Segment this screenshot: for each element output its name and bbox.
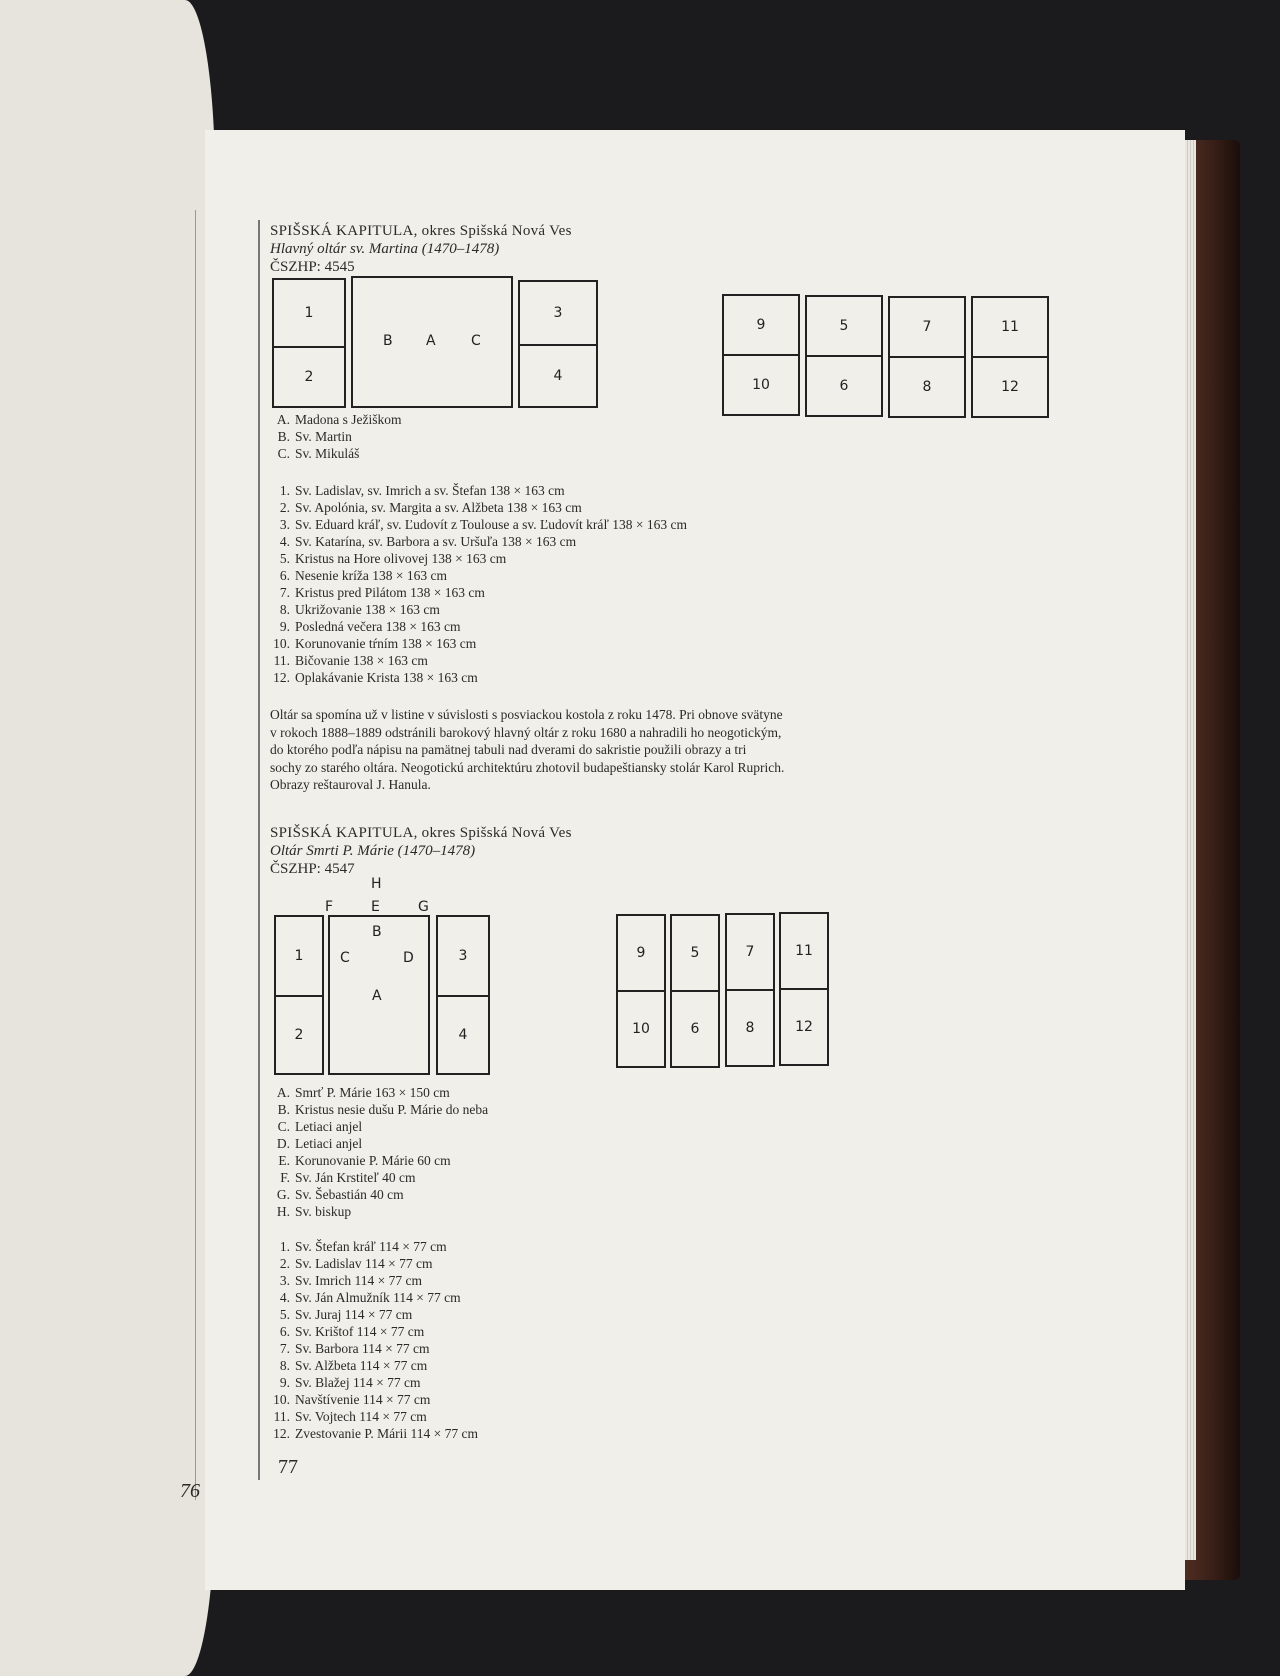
label-A: A [426,333,436,349]
wing-panel-11: 11 [779,912,829,990]
label-F: F [325,899,334,915]
list-item: F. Sv. Ján Krstiteľ 40 cm [280,1170,416,1185]
list-item: A. Madona s Ježiškom [276,412,402,427]
list-item: 8. Sv. Alžbeta 114 × 77 cm [279,1358,428,1373]
list-item: B. Kristus nesie dušu P. Márie do neba [277,1102,489,1117]
list-item: B. Sv. Martin [277,429,352,444]
list-item: 2. Sv. Ladislav 114 × 77 cm [279,1256,433,1271]
label-C: C [340,950,350,966]
label-D: D [403,950,414,966]
panel-1: 1 [272,278,346,348]
list-item: 10. Korunovanie tŕním 138 × 163 cm [273,636,477,651]
list-item: 5. Sv. Juraj 114 × 77 cm [279,1307,413,1322]
section2-letter-list [270,1084,1030,1220]
list-item: 9. Posledná večera 138 × 163 cm [279,619,461,634]
label-C: C [471,333,481,349]
list-item: 1. Sv. Ladislav, sv. Imrich a sv. Štefan 138 × 163 cm [279,483,565,498]
panel-4: 4 [436,995,490,1075]
list-item: C. Sv. Mikuláš [277,446,360,461]
left-page [0,0,215,1676]
list-item: 11. Bičovanie 138 × 163 cm [273,653,428,668]
list-item: 10. Navštívenie 114 × 77 cm [273,1392,431,1407]
list-item: 6. Nesenie kríža 138 × 163 cm [279,568,447,583]
section2-header [270,824,1030,878]
wing-panel-10: 10 [722,354,800,416]
wing-panel-12: 12 [779,988,829,1066]
list-item: 12. Oplakávanie Krista 138 × 163 cm [273,670,478,685]
list-item: 4. Sv. Katarína, sv. Barbora a sv. Uršuľa 138 × 163 cm [279,534,577,549]
label-G: G [418,899,429,915]
list-item: 6. Sv. Krištof 114 × 77 cm [279,1324,425,1339]
panel-3: 3 [518,280,598,346]
list-item: 12. Zvestovanie P. Márii 114 × 77 cm [273,1426,478,1441]
wing-panel-6: 6 [670,990,720,1068]
section1-letter-list [270,411,1030,462]
left-page-number: 76 [180,1480,200,1502]
list-item: 2. Sv. Apolónia, sv. Margita a sv. Alžbeta 138 × 163 cm [279,500,582,515]
list-item: 4. Sv. Ján Almužník 114 × 77 cm [279,1290,461,1305]
section1-header [270,222,1030,276]
wing-panel-7: 7 [725,913,775,991]
page-number: 77 [278,1456,298,1478]
list-item: C. Letiaci anjel [277,1119,363,1134]
wing-panel-5: 5 [805,295,883,357]
panel-1: 1 [274,915,324,997]
wing-panel-11: 11 [971,296,1049,358]
panel-2: 2 [274,995,324,1075]
list-item: 7. Kristus pred Pilátom 138 × 163 cm [279,585,485,600]
panel-4: 4 [518,344,598,408]
label-H: H [371,876,382,892]
wing-panel-8: 8 [725,989,775,1067]
section1-paragraph: Oltár sa spomína už v listine v súvislosti s posviackou kostola z roku 1478. Pri obnove svätyne v rokoch 1888–1889 odstránili barokový hlavný oltár z roku 1680 a nahradili ho neogotickým, do ktorého podľa nápisu na pamätnej tabuli nad dverami do sakristie použili obrazy a tri sochy zo starého oltára. Neogotickú architektúru zhotovil budapeštiansky stolár Karol Ruprich. Obrazy reštauroval J. Hanula. [270,707,785,792]
list-item: D. Letiaci anjel [276,1136,363,1151]
list-item: G. Sv. Šebastián 40 cm [276,1187,404,1202]
section2-subtitle: Oltár Smrti P. Márie (1470–1478) [270,843,476,859]
list-item: 9. Sv. Blažej 114 × 77 cm [279,1375,421,1390]
list-item: E. Korunovanie P. Márie 60 cm [278,1153,451,1168]
wing-panel-5: 5 [670,914,720,992]
list-item: A. Smrť P. Márie 163 × 150 cm [276,1085,450,1100]
label-B: B [383,333,393,349]
wing-panel-9: 9 [722,294,800,356]
wing-panel-6: 6 [805,355,883,417]
section2-title: SPIŠSKÁ KAPITULA, okres Spišská Nová Ves [270,825,572,841]
panel-3: 3 [436,915,490,997]
section1-title: SPIŠSKÁ KAPITULA, okres Spišská Nová Ves [270,223,572,239]
list-item: 11. Sv. Vojtech 114 × 77 cm [273,1409,427,1424]
list-item: 8. Ukrižovanie 138 × 163 cm [279,602,440,617]
section2-item-list [270,1238,1030,1442]
section1-code: ČSZHP: 4545 [270,259,355,275]
list-item: 3. Sv. Eduard kráľ, sv. Ľudovít z Toulouse a sv. Ľudovít kráľ 138 × 163 cm [279,517,687,532]
left-margin-rule [195,210,196,1500]
margin-rule [258,220,260,1480]
section1-item-list [270,482,1030,686]
list-item: 1. Sv. Štefan kráľ 114 × 77 cm [279,1239,447,1254]
list-item: H. Sv. biskup [276,1204,352,1219]
list-item: 3. Sv. Imrich 114 × 77 cm [279,1273,422,1288]
list-item: 7. Sv. Barbora 114 × 77 cm [279,1341,430,1356]
wing-panel-12: 12 [971,356,1049,418]
section2-code: ČSZHP: 4547 [270,861,355,877]
wing-panel-8: 8 [888,356,966,418]
list-item: 5. Kristus na Hore olivovej 138 × 163 cm [279,551,507,566]
section1-subtitle: Hlavný oltár sv. Martina (1470–1478) [270,241,500,257]
panel-2: 2 [272,346,346,408]
wing-panel-10: 10 [616,990,666,1068]
label-B: B [372,924,382,940]
wing-panel-9: 9 [616,914,666,992]
label-E: E [371,899,380,915]
label-A: A [372,988,382,1004]
wing-panel-7: 7 [888,296,966,358]
